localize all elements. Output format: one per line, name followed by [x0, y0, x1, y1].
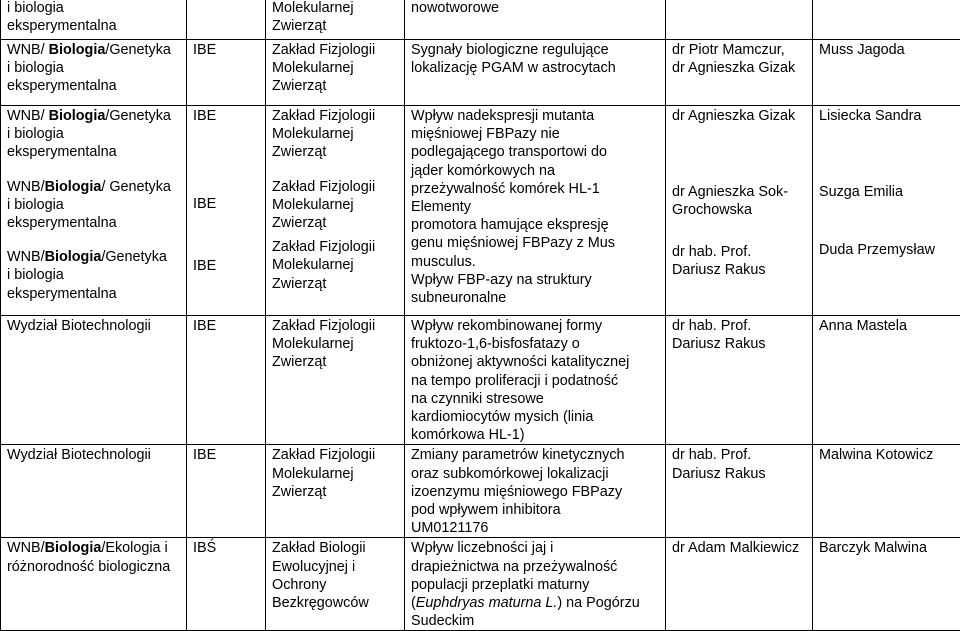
department-cell: Zakład Biologii Ewolucyjnej i Ochrony Bezkręgowców: [266, 538, 405, 631]
student-cell: Anna Mastela: [813, 316, 960, 445]
department-cell: Zakład Fizjologii Molekularnej Zwierząt: [266, 316, 405, 445]
institute-cell: IBE: [187, 316, 266, 445]
institute-cell: IBE: [187, 445, 266, 538]
topic-cell: Wpływ nadekspresji mutanta mięśniowej FBPazy nie podlegającego transportowi do jąder komórkowych na przeżywalność komórek HL-1 Elementy promotora hamujące ekspresję genu mięśniowej FBPazy z Mus musculus. Wpływ FBP-azy na struktury subneuronalne: [405, 106, 666, 316]
supervisor-cell: dr Adam Malkiewicz: [666, 538, 813, 631]
student-cell: Barczyk Malwina: [813, 538, 960, 631]
department-cell: Zakład Fizjologii Molekularnej Zwierząt Zakład Fizjologii Molekularnej Zwierząt Zakład Fizjologii Molekularnej Zwierząt: [266, 106, 405, 316]
table-row: [1, 445, 960, 538]
institute-cell: [187, 0, 266, 40]
table-row: [1, 0, 960, 40]
department-cell: Zakład Fizjologii Molekularnej Zwierząt: [266, 40, 405, 106]
supervisor-cell: [666, 0, 813, 40]
department-cell: Zakład Fizjologii Molekularnej Zwierząt: [266, 445, 405, 538]
student-cell: [813, 0, 960, 40]
student-cell: Malwina Kotowicz: [813, 445, 960, 538]
student-cell: Lisiecka Sandra Suzga Emilia Duda Przemysław: [813, 106, 960, 316]
topic-cell: nowotworowe: [405, 0, 666, 40]
topic-cell: Wpływ rekombinowanej formy fruktozo-1,6-bisfosfatazy o obniżonej aktywności katalitycznej na tempo proliferacji i podatność na czynniki stresowe kardiomiocytów mysich (linia komórkowa HL-1): [405, 316, 666, 445]
table-row: [1, 538, 960, 631]
institute-cell: IBE IBE IBE: [187, 106, 266, 316]
faculty-cell: Wydział Biotechnologii: [1, 316, 187, 445]
institute-cell: IBŚ: [187, 538, 266, 631]
table-row: [1, 40, 960, 106]
department-cell: Molekularnej Zwierząt: [266, 0, 405, 40]
student-cell: Muss Jagoda: [813, 40, 960, 106]
faculty-cell: WNB/ Biologia/Genetyka i biologia eksperymentalna WNB/Biologia/ Genetyka i biologia eksperymentalna WNB/Biologia/Genetyka i biologia eksperymentalna: [1, 106, 187, 316]
table-row: [1, 106, 960, 316]
topic-cell: Sygnały biologiczne regulujące lokalizację PGAM w astrocytach: [405, 40, 666, 106]
supervisor-cell: dr Piotr Mamczur, dr Agnieszka Gizak: [666, 40, 813, 106]
institute-cell: IBE: [187, 40, 266, 106]
faculty-cell: WNB/Biologia/Ekologia i różnorodność biologiczna: [1, 538, 187, 631]
faculty-cell: i biologia eksperymentalna: [1, 0, 187, 40]
supervisor-cell: dr hab. Prof. Dariusz Rakus: [666, 445, 813, 538]
faculty-cell: Wydział Biotechnologii: [1, 445, 187, 538]
topic-cell: Wpływ liczebności jaj i drapieżnictwa na przeżywalność populacji przeplatki maturny (Euphdryas maturna L.) na Pogórzu Sudeckim: [405, 538, 666, 631]
supervisor-cell: dr hab. Prof. Dariusz Rakus: [666, 316, 813, 445]
faculty-cell: WNB/ Biologia/Genetyka i biologia eksperymentalna: [1, 40, 187, 106]
table-row: [1, 316, 960, 445]
topic-cell: Zmiany parametrów kinetycznych oraz subkomórkowej lokalizacji izoenzymu mięśniowego FBPazy pod wpływem inhibitora UM0121176: [405, 445, 666, 538]
supervisor-cell: dr Agnieszka Gizak dr Agnieszka Sok- Grochowska dr hab. Prof. Dariusz Rakus: [666, 106, 813, 316]
